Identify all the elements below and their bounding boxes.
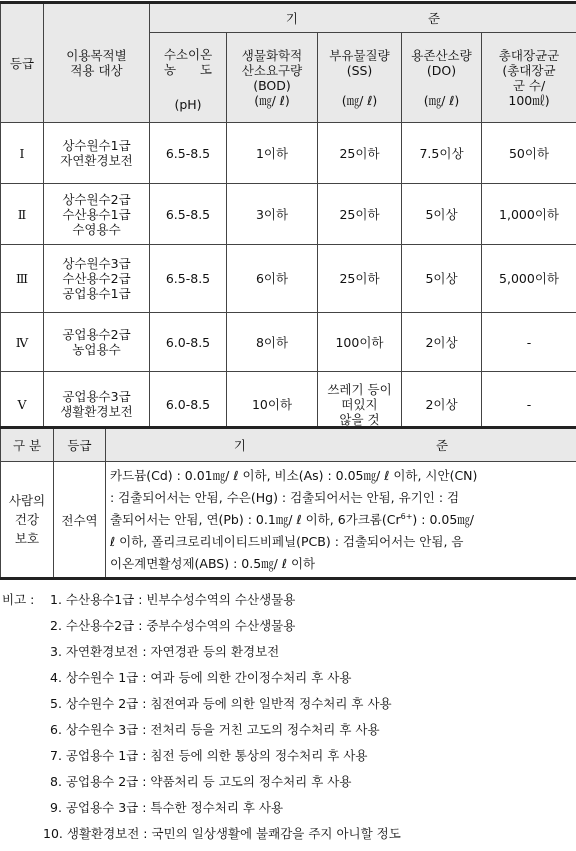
notes-prefix: 비고 : — [2, 592, 35, 607]
header-grade: 등급 — [1, 3, 44, 123]
note-item: 10. 생활환경보전 : 국민의 일상생활에 불쾌감을 주지 아니할 정도 — [43, 826, 401, 841]
table-row — [1, 245, 576, 313]
note-item: 8. 공업용수 2급 : 약품처리 등 고도의 정수처리 후 사용 — [50, 774, 352, 789]
bod-cell: 3이하 — [227, 184, 318, 245]
bod-cell: 6이하 — [227, 245, 318, 313]
note-item: 7. 공업용수 1급 : 침전 등에 의한 통상의 정수처리 후 사용 — [50, 748, 368, 763]
water-quality-standards-table — [0, 1, 576, 439]
table-row — [1, 462, 576, 579]
coliform-cell: - — [482, 372, 576, 438]
header-purpose: 이용목적별 적용 대상 — [44, 3, 150, 123]
bod-cell: 1이하 — [227, 123, 318, 184]
header-standard: 기 준 — [106, 428, 576, 462]
coliform-cell: 50이하 — [482, 123, 576, 184]
note-item: 5. 상수원수 2급 : 침전여과 등에 의한 일반적 정수처리 후 사용 — [50, 696, 392, 711]
purpose-cell: 상수원수2급 수산용수1급 수영용수 — [44, 184, 150, 245]
ph-cell: 6.5-8.5 — [150, 245, 227, 313]
ph-cell: 6.5-8.5 — [150, 184, 227, 245]
standard-description: 카드뮴(Cd) : 0.01㎎/ ℓ 이하, 비소(As) : 0.05㎎/ ℓ 이하, 시안(CN) : 검출되어서는 안됨, 수은(Hg) : 검출되어서는 안됨, 유기인 : 검 출되어서는 안됨, 연(Pb) : 0.1㎎/ ℓ 이하, 6가크롬$(Cr^{6+})$ : 0.05㎎/ ℓ 이하, 폴리크로리네이티드비페닐(PCB) : 검출되어서는 안됨, 음 이온계면활성제(ABS) : 0.5㎎/ ℓ 이하 — [106, 462, 576, 579]
grade-cell: 전수역 — [54, 462, 106, 579]
header-standard: 기 준 — [150, 3, 576, 33]
note-item: 4. 상수원수 1급 : 여과 등에 의한 간이정수처리 후 사용 — [50, 670, 352, 685]
header-coliform: 총대장균군 (총대장균 군 수/ 100㎖) — [482, 33, 576, 123]
bod-cell: 8이하 — [227, 313, 318, 372]
bod-cell: 10이하 — [227, 372, 318, 438]
do-cell: 5이상 — [402, 184, 482, 245]
header-ph: 수소이온 농 도 (pH) — [150, 33, 227, 123]
do-cell: 2이상 — [402, 313, 482, 372]
note-item: 9. 공업용수 3급 : 특수한 정수처리 후 사용 — [50, 800, 284, 815]
grade-cell: Ⅳ — [1, 313, 44, 372]
note-item: 2. 수산용수2급 : 중부수성수역의 수산생물용 — [50, 618, 296, 633]
grade-cell: Ⅱ — [1, 184, 44, 245]
grade-cell: Ⅰ — [1, 123, 44, 184]
header-category: 구 분 — [1, 428, 54, 462]
note-item: 3. 자연환경보전 : 자연경관 등의 환경보전 — [50, 644, 280, 659]
header-ss: 부유물질량 (SS) (㎎/ ℓ) — [318, 33, 402, 123]
table-row — [1, 313, 576, 372]
ss-cell: 25이하 — [318, 184, 402, 245]
header-do: 용존산소량 (DO) (㎎/ ℓ) — [402, 33, 482, 123]
do-cell: 7.5이상 — [402, 123, 482, 184]
header-grade: 등급 — [54, 428, 106, 462]
purpose-cell: 상수원수3급 수산용수2급 공업용수1급 — [44, 245, 150, 313]
purpose-cell: 공업용수3급 생활환경보전 — [44, 372, 150, 438]
purpose-cell: 공업용수2급 농업용수 — [44, 313, 150, 372]
health-protection-table — [0, 426, 576, 580]
do-cell: 5이상 — [402, 245, 482, 313]
note-item: 6. 상수원수 3급 : 전처리 등을 거친 고도의 정수처리 후 사용 — [50, 722, 380, 737]
coliform-cell: - — [482, 313, 576, 372]
ph-cell: 6.5-8.5 — [150, 123, 227, 184]
grade-cell: Ⅲ — [1, 245, 44, 313]
header-bod: 생물화학적 산소요구량 (BOD) (㎎/ ℓ) — [227, 33, 318, 123]
ph-cell: 6.0-8.5 — [150, 372, 227, 438]
category-cell: 사람의 건강 보호 — [1, 462, 54, 579]
grade-cell: Ⅴ — [1, 372, 44, 438]
note-item: 1. 수산용수1급 : 빈부수성수역의 수산생물용 — [50, 592, 296, 607]
table-row — [1, 123, 576, 184]
table-row — [1, 184, 576, 245]
coliform-cell: 1,000이하 — [482, 184, 576, 245]
ss-cell: 25이하 — [318, 123, 402, 184]
ph-cell: 6.0-8.5 — [150, 313, 227, 372]
ss-cell: 25이하 — [318, 245, 402, 313]
coliform-cell: 5,000이하 — [482, 245, 576, 313]
ss-cell: 쓰레기 등이 떠있지 않을 것 — [318, 372, 402, 438]
purpose-cell: 상수원수1급 자연환경보전 — [44, 123, 150, 184]
do-cell: 2이상 — [402, 372, 482, 438]
ss-cell: 100이하 — [318, 313, 402, 372]
